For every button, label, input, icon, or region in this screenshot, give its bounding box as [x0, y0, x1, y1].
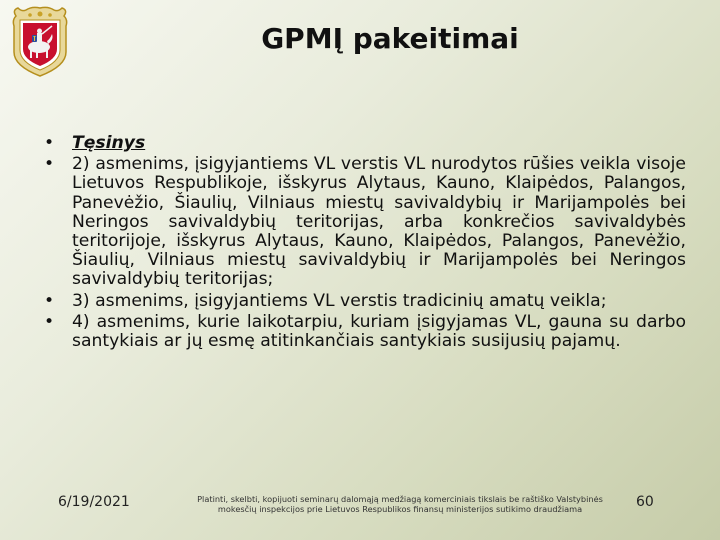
bullet-dot: •: [44, 311, 55, 332]
bullet-dot: •: [44, 290, 55, 311]
footer-date: 6/19/2021: [58, 494, 130, 510]
bullet-item: [40, 313, 686, 351]
coat-of-arms-logo: [8, 6, 72, 80]
bullet-item: [40, 292, 686, 311]
bullet-list: [40, 134, 686, 351]
lithuanian-coat-of-arms-icon: [8, 6, 72, 80]
slide-body: [40, 134, 686, 353]
bullet-dot: •: [44, 133, 55, 153]
slide-title: GPMĮ pakeitimai: [261, 22, 519, 55]
bullet-dot: •: [44, 154, 55, 175]
continuation-heading: Tęsinys: [72, 133, 146, 153]
bullet-text: 2) asmenims, įsigyjantiems VL verstis VL nurodytos rūšies veikla visoje Lietuvos Respublikoje, išskyrus Alytaus, Kauno, Klaipėdos, Palangos, Panevėžio, Šiaulių, Vilniaus miestų savivaldybių ir Marijampolės bei Neringos savivaldybių teritorijas, arba konkrečios savivaldybės teritorijoje, išskyrus Alytaus, Kauno, Klaipėdos, Palangos, Panevėžio, Šiaulių, Vilniaus miestų savivaldybių ir Marijampolės bei Neringos savivaldybių teritorijas;: [72, 154, 686, 290]
bullet-text: 4) asmenims, kurie laikotarpiu, kuriam įsigyjamas VL, gauna su darbo santykiais ar jų esmę atitinkančiais santykiais susijusių pajamų.: [72, 311, 686, 352]
footer-copyright-note: Platinti, skelbti, kopijuoti seminarų dalomąją medžiagą komerciniais tikslais be raštiško Valstybinės mokesčių inspekcijos prie Lietuvos Respublikos finansų ministerijos sutikimo draudžiama: [197, 494, 603, 514]
bullet-item-heading: [40, 134, 686, 153]
bullet-text: 3) asmenims, įsigyjantiems VL verstis tradicinių amatų veikla;: [72, 290, 607, 311]
page-number: 60: [636, 494, 654, 510]
bullet-item: [40, 155, 686, 289]
